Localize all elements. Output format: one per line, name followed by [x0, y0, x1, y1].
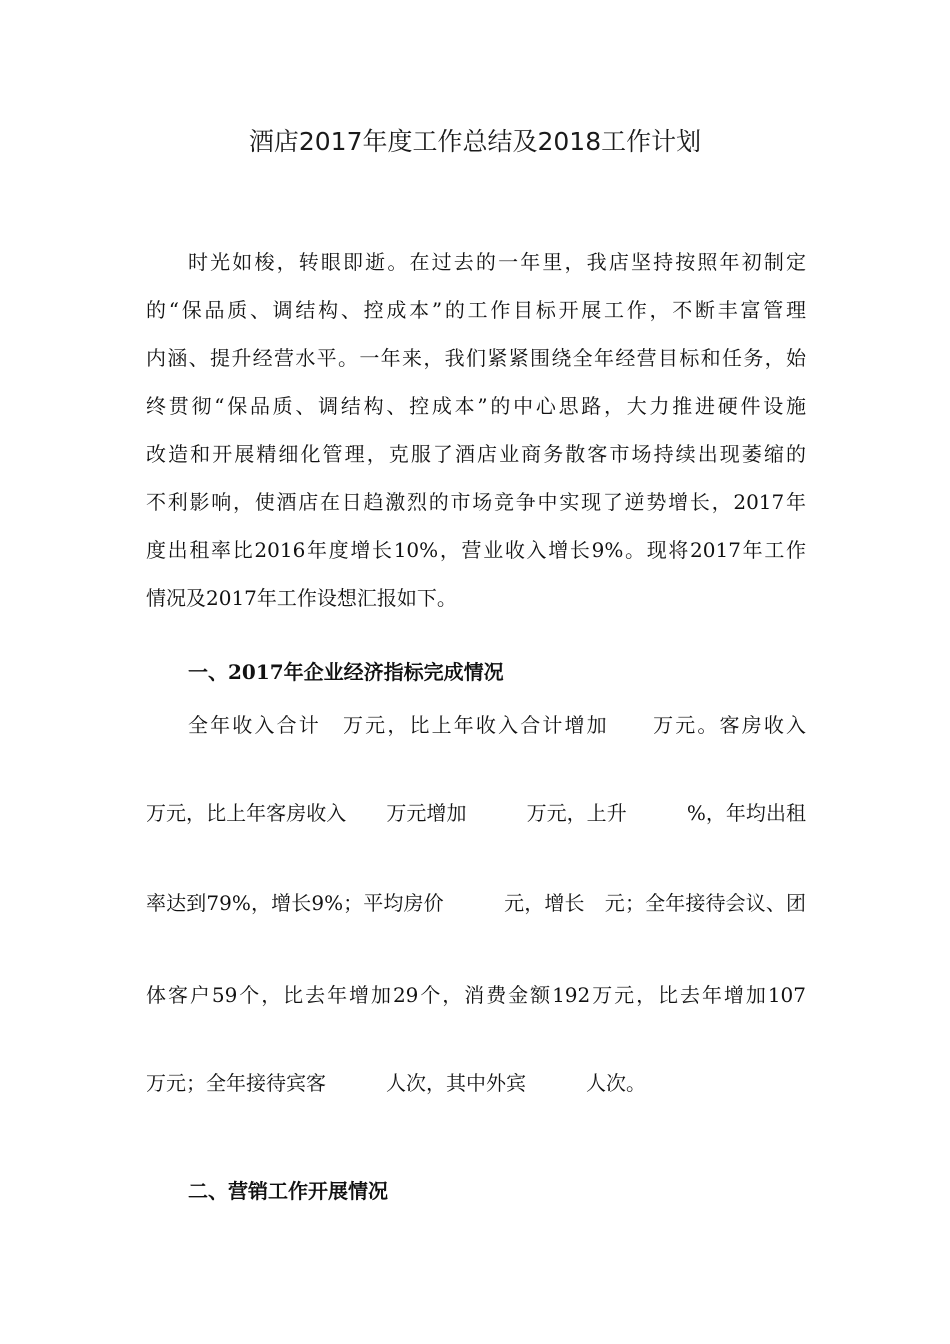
intro-line: 改造和开展精细化管理，克服了酒店业商务散客市场持续出现萎缩的 [146, 442, 806, 466]
intro-line: 情况及2017年工作设想汇报如下。 [146, 586, 457, 610]
document-title: 酒店2017年度工作总结及2018工作计划 [248, 127, 702, 156]
section1-line: 率达到79%，增长9%；平均房价 元，增长 元；全年接待会议、团 [146, 891, 806, 915]
intro-line: 终贯彻“保品质、调结构、控成本”的中心思路，大力推进硬件设施 [146, 394, 806, 418]
intro-line: 不利影响，使酒店在日趋激烈的市场竞争中实现了逆势增长，2017年 [146, 490, 806, 514]
section1-line: 万元，比上年客房收入 万元增加 万元，上升 %，年均出租 [146, 801, 806, 825]
section1-line: 万元；全年接待宾客 人次，其中外宾 人次。 [146, 1071, 646, 1095]
section-heading-2: 二、营销工作开展情况 [188, 1179, 388, 1203]
section1-line: 体客户59个，比去年增加29个，消费金额192万元，比去年增加107 [146, 983, 806, 1007]
intro-line: 时光如梭，转眼即逝。在过去的一年里，我店坚持按照年初制定 [188, 250, 806, 274]
intro-line: 内涵、提升经营水平。一年来，我们紧紧围绕全年经营目标和任务，始 [146, 346, 806, 370]
section1-line: 全年收入合计 万元，比上年收入合计增加 万元。客房收入 [188, 713, 806, 737]
intro-line: 度出租率比2016年度增长10%，营业收入增长9%。现将2017年工作 [146, 538, 806, 562]
intro-line: 的“保品质、调结构、控成本”的工作目标开展工作，不断丰富管理 [146, 298, 806, 322]
section-heading-1: 一、2017年企业经济指标完成情况 [188, 660, 504, 684]
